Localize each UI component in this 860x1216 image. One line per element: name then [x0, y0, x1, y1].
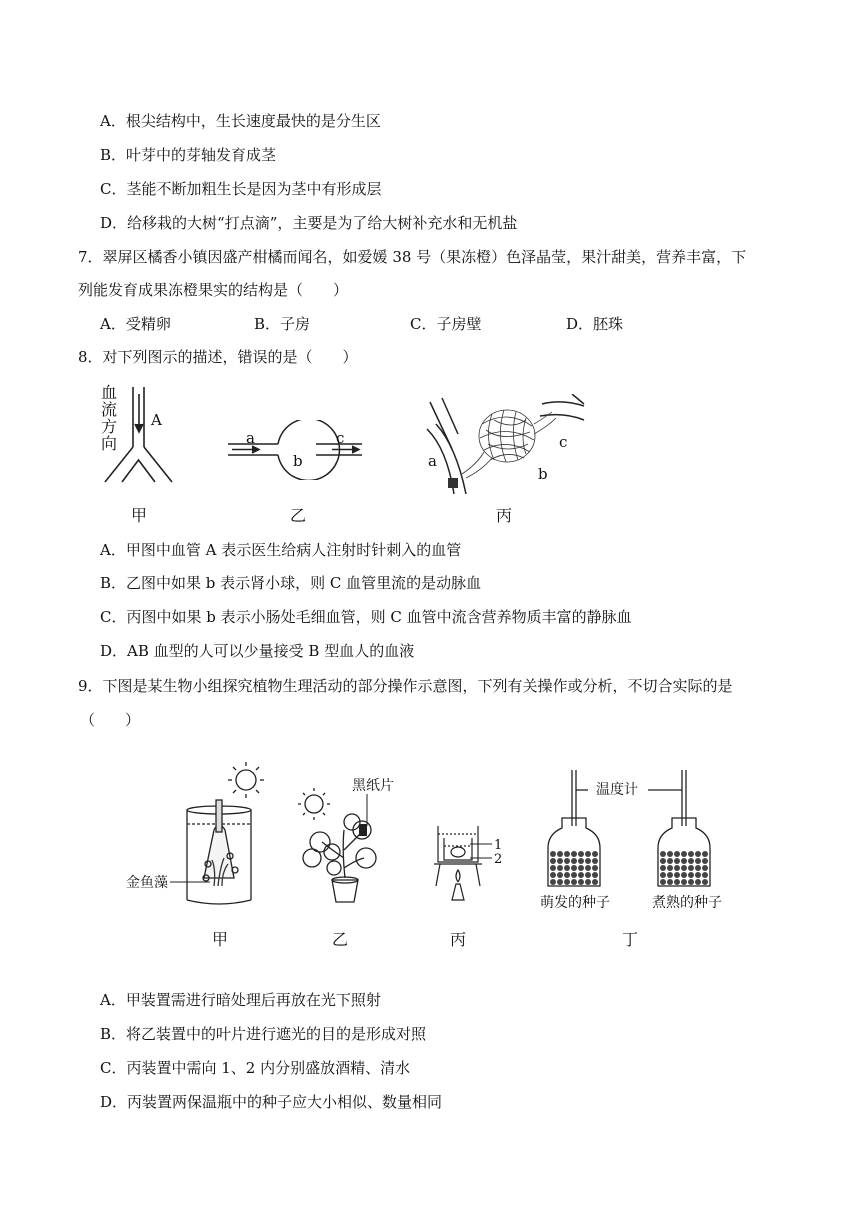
q6-option-c: C．茎能不断加粗生长是因为茎中有形成层	[100, 180, 382, 198]
q9-jia-leader-line	[170, 880, 210, 884]
q9-option-a: A．甲装置需进行暗处理后再放在光下照射	[100, 991, 381, 1009]
q8-jia-label-a: A	[151, 411, 162, 429]
q7-stem-line1: 7．翠屏区橘香小镇因盛产柑橘而闻名，如爱媛 38 号（果冻橙）色泽晶莹，果汁甜美，营养丰富，下	[78, 248, 747, 266]
q8-option-a: A．甲图中血管 A 表示医生给病人注射时针刺入的血管	[100, 541, 462, 559]
q9-bing-leader-lines	[470, 842, 494, 862]
q8-option-d: D．AB 血型的人可以少量接受 B 型血人的血液	[100, 642, 415, 660]
q6-option-a: A．根尖结构中，生长速度最快的是分生区	[100, 112, 381, 130]
q8-yi-label-c: c	[336, 429, 345, 447]
q7-option-c: C．子房壁	[410, 315, 482, 333]
q9-yi-caption: 乙	[332, 930, 349, 949]
q7-option-a: A．受精卵	[100, 315, 171, 333]
q8-stem: 8．对下列图示的描述，错误的是（ ）	[78, 348, 358, 366]
q9-option-b: B．将乙装置中的叶片进行遮光的目的是形成对照	[100, 1025, 427, 1043]
q8-bing-label-b: b	[538, 465, 548, 483]
q8-bing-caption: 丙	[496, 506, 513, 525]
q9-option-d: D．丙装置两保温瓶中的种子应大小相似、数量相同	[100, 1093, 443, 1111]
q9-ding-left-label: 萌发的种子	[540, 895, 610, 911]
q9-bing-label-2: 2	[494, 852, 503, 867]
q9-jia-label: 金鱼藻	[126, 875, 168, 891]
q9-yi-leader-line	[360, 794, 374, 826]
q7-stem-line2: 列能发育成果冻橙果实的结构是（ ）	[78, 281, 349, 299]
q9-ding-caption: 丁	[622, 930, 639, 949]
q7-option-d: D．胚珠	[566, 315, 624, 333]
q8-yi-caption: 乙	[290, 506, 307, 525]
q9-ding-right-label: 煮熟的种子	[652, 895, 722, 911]
q8-bing-label-c: c	[559, 433, 568, 451]
q8-jia-direction-label: 血流方向	[101, 383, 118, 453]
q9-bing-caption: 丙	[450, 930, 467, 949]
q9-yi-label: 黑纸片	[352, 778, 394, 794]
q6-option-b: B．叶芽中的芽轴发育成茎	[100, 146, 277, 164]
q6-option-d: D．给移栽的大树“打点滴”，主要是为了给大树补充水和无机盐	[100, 214, 518, 232]
q8-jia-caption: 甲	[131, 506, 148, 525]
q9-ding-thermometer-label: 温度计	[596, 782, 638, 798]
q8-option-c: C．丙图中如果 b 表示小肠处毛细血管，则 C 血管中流含营养物质丰富的静脉血	[100, 608, 632, 626]
q9-stem-line2: （ ）	[80, 711, 141, 729]
q8-yi-label-b: b	[293, 452, 303, 470]
q9-jia-caption: 甲	[212, 930, 229, 949]
q9-figure-bing	[432, 820, 492, 906]
q9-bing-label-1: 1	[494, 838, 503, 853]
q9-option-c: C．丙装置中需向 1、2 内分别盛放酒精、清水	[100, 1059, 411, 1077]
q8-yi-label-a: a	[246, 429, 255, 447]
q8-bing-label-a: a	[428, 452, 437, 470]
q8-option-b: B．乙图中如果 b 表示肾小球，则 C 血管里流的是动脉血	[100, 574, 482, 592]
q9-stem-line1: 9．下图是某生物小组探究植物生理活动的部分操作示意图，下列有关操作或分析，不切合实际的是	[78, 677, 733, 695]
q7-option-b: B．子房	[254, 315, 311, 333]
q9-figure-ding	[538, 768, 738, 892]
